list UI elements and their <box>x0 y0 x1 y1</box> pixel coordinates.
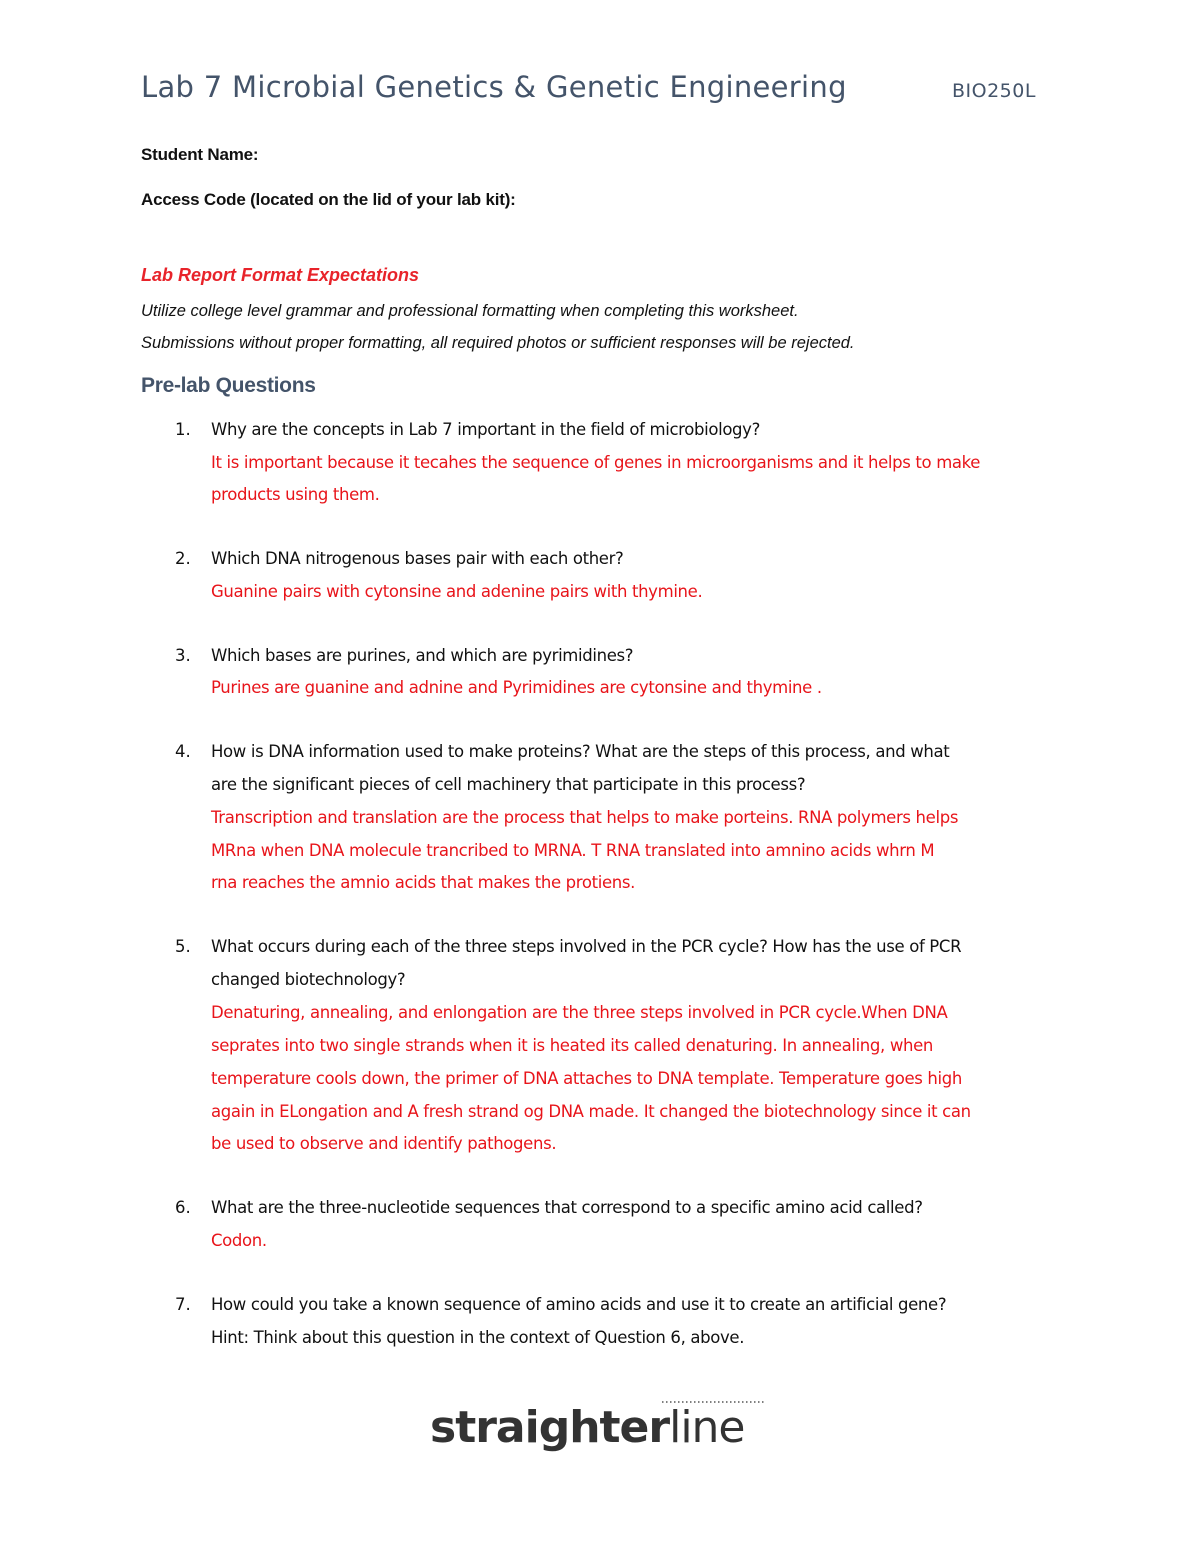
page-title: Lab 7 Microbial Genetics & Genetic Engineering <box>141 70 847 104</box>
question-number: 6. <box>175 1198 191 1217</box>
answer-text: products using them. <box>211 485 380 504</box>
answer-text: It is important because it tecahes the sequence of genes in microorganisms and it helps to make <box>211 453 981 472</box>
answer-text: Transcription and translation are the process that helps to make porteins. RNA polymers helps <box>211 808 959 827</box>
answer-text: be used to observe and identify pathogens. <box>211 1134 557 1153</box>
format-expectations-heading: Lab Report Format Expectations <box>141 265 420 285</box>
question-number: 2. <box>175 549 191 568</box>
question-text: Which DNA nitrogenous bases pair with each other? <box>211 549 624 568</box>
logo-strong-text: straighter <box>430 1402 670 1453</box>
question-text: What are the three-nucleotide sequences that correspond to a specific amino acid called? <box>211 1198 923 1217</box>
access-code-label: Access Code (located on the lid of your lab kit): <box>141 190 516 209</box>
question-text: Hint: Think about this question in the context of Question 6, above. <box>211 1328 745 1347</box>
straighterline-logo <box>430 1398 770 1468</box>
question-number: 3. <box>175 646 191 665</box>
course-code: BIO250L <box>952 80 1036 102</box>
logo-light-text: line <box>669 1402 745 1453</box>
question-text: What occurs during each of the three steps involved in the PCR cycle? How has the use of PCR <box>211 937 962 956</box>
answer-text: Purines are guanine and adnine and Pyrimidines are cytonsine and thymine . <box>211 678 822 697</box>
logo-wordmark <box>430 1402 745 1453</box>
answer-text: Guanine pairs with cytonsine and adenine pairs with thymine. <box>211 582 703 601</box>
answer-text: temperature cools down, the primer of DNA attaches to DNA template. Temperature goes high <box>211 1069 962 1088</box>
prelab-heading: Pre-lab Questions <box>141 374 316 397</box>
question-text: How could you take a known sequence of amino acids and use it to create an artificial gene? <box>211 1295 947 1314</box>
question-number: 7. <box>175 1295 191 1314</box>
answer-text: MRna when DNA molecule trancribed to MRNA. T RNA translated into amnino acids whrn M <box>211 841 935 860</box>
question-number: 5. <box>175 937 191 956</box>
answer-text: rna reaches the amnio acids that makes the protiens. <box>211 873 635 892</box>
format-expectations-line: Utilize college level grammar and professional formatting when completing this worksheet. <box>141 302 799 320</box>
student-name-label: Student Name: <box>141 145 259 164</box>
question-text: Which bases are purines, and which are pyrimidines? <box>211 646 634 665</box>
question-text: are the significant pieces of cell machinery that participate in this process? <box>211 775 806 794</box>
question-number: 4. <box>175 742 191 761</box>
question-number: 1. <box>175 420 191 439</box>
question-text: Why are the concepts in Lab 7 important in the field of microbiology? <box>211 420 761 439</box>
answer-text: Codon. <box>211 1231 267 1250</box>
answer-text: seprates into two single strands when it is heated its called denaturing. In annealing, when <box>211 1036 933 1055</box>
answer-text: Denaturing, annealing, and enlongation are the three steps involved in PCR cycle.When DNA <box>211 1003 948 1022</box>
question-text: How is DNA information used to make proteins? What are the steps of this process, and what <box>211 742 950 761</box>
question-text: changed biotechnology? <box>211 970 406 989</box>
answer-text: again in ELongation and A fresh strand og DNA made. It changed the biotechnology since it can <box>211 1102 971 1121</box>
format-expectations-line: Submissions without proper formatting, all required photos or sufficient responses will be rejected. <box>141 334 855 352</box>
